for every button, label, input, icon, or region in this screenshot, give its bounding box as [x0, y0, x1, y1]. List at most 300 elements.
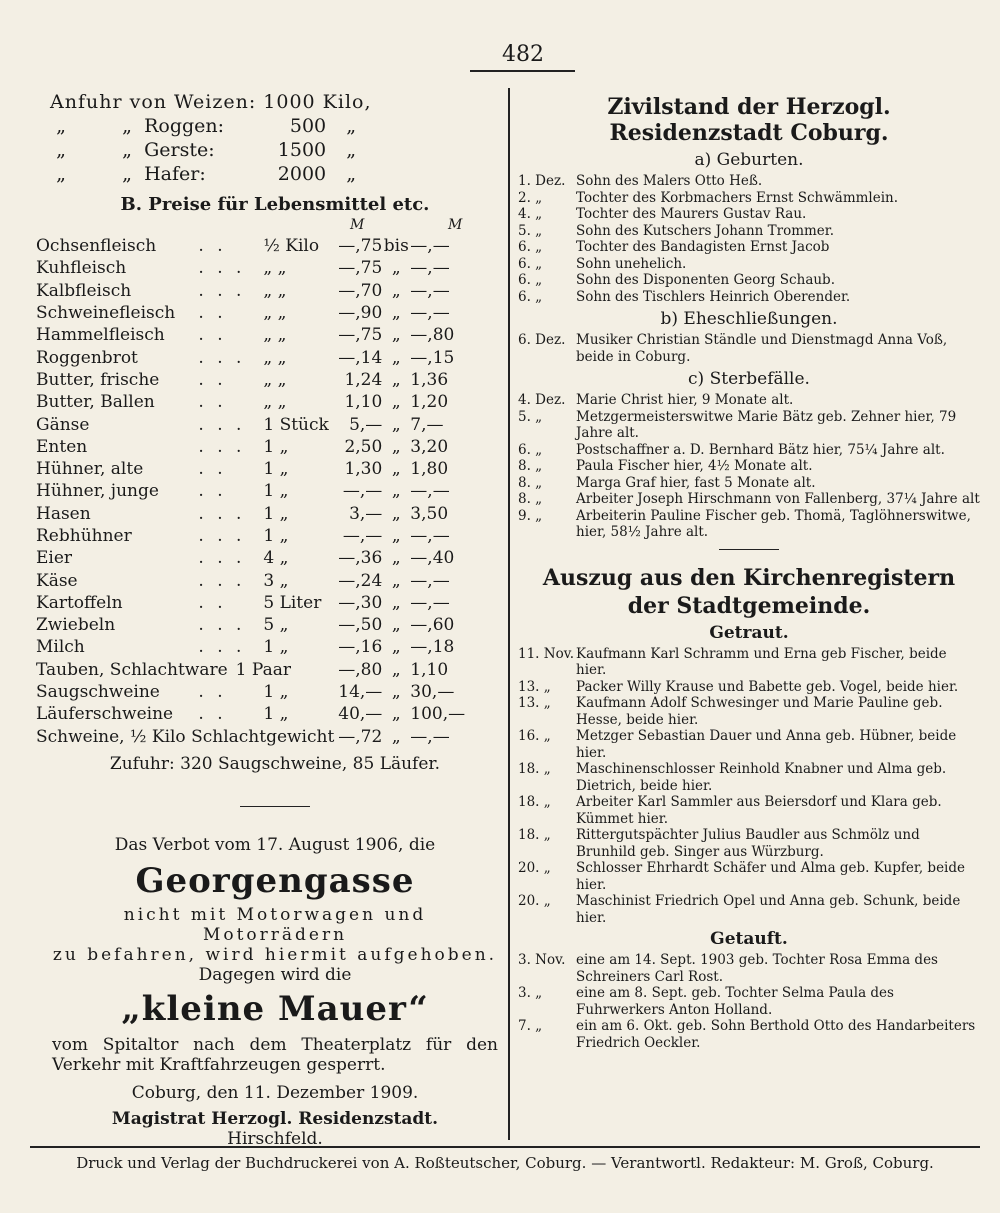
price-to: 1,10 [410, 659, 449, 680]
livestock-supply: Zufuhr: 320 Saugschweine, 85 Läufer. [109, 753, 441, 774]
register-entry [518, 860, 980, 893]
price-dots: . . [198, 704, 227, 725]
currency-mark: M [448, 217, 463, 233]
register-entry [518, 392, 980, 409]
ditto-mark: „ [56, 139, 66, 161]
price-dots: . . [198, 592, 227, 613]
entry-text: Metzgermeisterswitwe Marie Bätz geb. Zehner hier, 79 Jahre alt. [576, 408, 957, 441]
price-to: 100,— [410, 704, 466, 725]
entry-date: 6. „ [518, 288, 543, 305]
entry-date: 4. Dez. [518, 392, 566, 408]
price-row [36, 257, 470, 279]
price-name: Zwiebeln [36, 615, 116, 636]
supply-amount: 500 [289, 115, 327, 137]
notice-signatory: Hirschfeld. [227, 1128, 323, 1149]
entry-date: 8. „ [518, 491, 543, 507]
price-dots: . . . [198, 280, 246, 301]
entry-date: 8. „ [518, 458, 543, 474]
price-row [36, 726, 470, 748]
price-bis: „ [391, 503, 401, 524]
price-to: —,60 [410, 615, 455, 636]
price-from: 40,— [338, 704, 383, 725]
price-row [36, 235, 470, 257]
entry-text: Packer Willy Krause und Babette geb. Vogel, beide hier. [576, 678, 959, 695]
price-to: 1,20 [410, 392, 449, 413]
entry-date: 3. Nov. [518, 952, 566, 968]
civil-register-title: Zivilstand der Herzogl. Residenzstadt Coburg. [607, 94, 891, 146]
price-from: 14,— [338, 682, 383, 703]
register-entry [518, 646, 980, 679]
price-qty: 1 „ [263, 459, 289, 480]
price-row [36, 525, 470, 547]
entry-date: 6. „ [518, 272, 543, 288]
entry-date: 1. Dez. [518, 173, 566, 189]
price-name: Gänse [36, 414, 90, 435]
supply-label: Hafer: [144, 163, 206, 185]
price-qty: 1 Paar [235, 659, 291, 680]
grain-supply [50, 90, 500, 186]
price-to: 7,— [410, 414, 444, 435]
price-from: 1,10 [344, 392, 383, 413]
price-name: Kalbfleisch [36, 280, 132, 301]
notice-street-name: Georgengasse [135, 860, 415, 901]
supply-label: Roggen: [144, 115, 225, 137]
price-row [36, 324, 470, 346]
births-heading: a) Geburten. [694, 150, 804, 170]
notice-line: Verkehr mit Kraftfahrzeugen gesperrt. [52, 1054, 386, 1075]
price-qty: „ „ [263, 392, 287, 413]
price-from: —,75 [338, 325, 383, 346]
price-dots: . . . [198, 615, 246, 636]
register-entry [518, 223, 980, 240]
price-dots: . . . [198, 503, 246, 524]
page-number: 482 [502, 42, 544, 67]
supply-line [50, 114, 500, 138]
entry-date: 20. „ [518, 860, 551, 876]
register-entry [518, 761, 980, 794]
price-from: —,14 [338, 347, 383, 368]
entry-text: Sohn des Disponenten Georg Schaub. [576, 272, 835, 288]
price-name: Butter, Ballen [36, 392, 155, 413]
baptized-list [518, 952, 980, 1051]
price-qty: „ „ [263, 325, 287, 346]
price-from: —,— [342, 481, 383, 502]
price-qty: ½ Kilo [263, 236, 320, 257]
notice-line: zu befahren, wird hiermit aufgehoben. [52, 944, 498, 965]
entry-date: 6. „ [518, 239, 543, 255]
price-row [36, 659, 470, 681]
price-to: —,— [410, 526, 450, 546]
price-name: Schweinefleisch [36, 303, 176, 324]
price-row [36, 681, 470, 703]
entry-text: Tochter des Bandagisten Ernst Jacob [576, 239, 830, 255]
price-bis: „ [391, 682, 401, 703]
price-from: 2,50 [344, 436, 383, 457]
register-entry [518, 206, 980, 223]
currency-header [50, 217, 500, 235]
price-dots: . . [198, 325, 227, 346]
entry-date: 4. „ [518, 206, 543, 222]
price-to: —,— [410, 303, 450, 324]
register-entry [518, 794, 980, 827]
section-separator [240, 806, 310, 807]
married-heading: Getraut. [709, 622, 789, 643]
price-name: Kartoffeln [36, 592, 123, 613]
price-to: 1,36 [410, 369, 449, 390]
price-from: —,90 [338, 303, 383, 324]
church-title-line: Auszug aus den Kirchenregistern [542, 564, 956, 591]
price-to: —,18 [410, 637, 455, 658]
price-to: 30,— [410, 682, 455, 703]
entry-text: Arbeiter Joseph Hirschmann von Fallenberg, 37¼ Jahre alt [576, 491, 980, 507]
ditto-mark: „ [346, 139, 357, 161]
price-qty: „ „ [263, 369, 287, 390]
price-row [36, 503, 470, 525]
price-qty: 3 „ [263, 570, 289, 591]
price-bis: „ [391, 258, 401, 279]
price-to: 1,80 [410, 459, 449, 480]
price-to: —,— [410, 570, 450, 591]
price-dots: . . [198, 682, 227, 703]
price-name: Rebhühner [36, 526, 132, 546]
register-entry [518, 1018, 980, 1051]
price-to: —,— [410, 236, 450, 257]
price-bis: „ [391, 481, 401, 502]
left-column [36, 90, 500, 1149]
price-name: Hühner, alte [36, 459, 144, 480]
entry-date: 11. Nov. [518, 645, 575, 662]
ditto-mark: „ [346, 163, 357, 185]
price-qty: 1 „ [263, 436, 289, 457]
price-qty: 1 „ [263, 526, 289, 546]
price-dots: . . . [198, 414, 246, 435]
supply-line [50, 90, 500, 114]
notice-signature: Magistrat Herzogl. Residenzstadt. [111, 1108, 439, 1129]
price-from: 1,24 [344, 369, 383, 390]
price-name [36, 659, 334, 681]
notice-street-name: „kleine Mauer“ [121, 988, 429, 1029]
price-bis: „ [391, 369, 401, 390]
price-bis: „ [391, 615, 401, 636]
register-entry [518, 332, 980, 365]
supply-amount: 2000 [277, 163, 327, 185]
price-name: Schweine, ½ Kilo Schlachtgewicht [36, 726, 335, 747]
entry-date: 6. „ [518, 255, 543, 272]
entry-text: Marga Graf hier, fast 5 Monate alt. [576, 474, 816, 491]
price-bis: „ [391, 392, 401, 413]
price-row [36, 614, 470, 636]
supply-amount: 1500 [277, 139, 327, 161]
price-bis: „ [391, 436, 401, 457]
price-row [36, 480, 470, 502]
entry-text: eine am 8. Sept. geb. Tochter Selma Paula des Fuhrwerkers Anton Holland. [576, 985, 894, 1018]
price-from: —,16 [338, 637, 383, 658]
price-qty: „ „ [263, 280, 287, 301]
price-from: —,75 [338, 258, 383, 279]
entry-date: 13. „ [518, 695, 551, 711]
entry-text: Marie Christ hier, 9 Monate alt. [576, 392, 794, 408]
price-bis: „ [391, 704, 401, 725]
price-row [36, 458, 470, 480]
price-from: —,— [342, 526, 383, 546]
price-name: Hammelfleisch [36, 325, 165, 346]
price-table [36, 235, 470, 748]
entry-text: Sohn des Tischlers Heinrich Oberender. [576, 288, 851, 305]
ditto-mark: „ [56, 115, 66, 137]
entry-date: 5. „ [518, 222, 543, 239]
column-divider [508, 88, 510, 1140]
entry-date: 8. „ [518, 474, 543, 491]
price-dots: . . [198, 481, 227, 502]
entry-date: 18. „ [518, 761, 551, 777]
price-qty: 5 „ [263, 615, 289, 636]
baptized-heading: Getauft. [710, 929, 788, 949]
price-from: —,72 [338, 726, 383, 747]
register-entry [518, 442, 980, 459]
price-bis: „ [391, 570, 401, 591]
supply-amount: 1000 Kilo, [263, 91, 372, 113]
price-from: —,75 [338, 236, 383, 257]
births-list [518, 173, 980, 305]
register-entry [518, 190, 980, 207]
entry-text: Tochter des Maurers Gustav Rau. [576, 206, 807, 222]
notice-date: Coburg, den 11. Dezember 1909. [131, 1082, 419, 1103]
page-number-rule [470, 70, 575, 72]
price-bis: „ [391, 592, 401, 613]
register-entry [518, 289, 980, 306]
price-dots: . . . [198, 548, 246, 569]
register-entry [518, 272, 980, 289]
price-qty: 4 „ [263, 548, 289, 569]
price-qty: 1 Stück [263, 414, 329, 435]
entry-date: 5. „ [518, 408, 543, 425]
entry-text: Kaufmann Adolf Schwesinger und Marie Pauline geb. Hesse, beide hier. [576, 695, 943, 728]
imprint-footer: Druck und Verlag der Buchdruckerei von A. Roßteutscher, Coburg. — Verantwortl. Redakteur: M. Groß, Coburg. [76, 1154, 934, 1172]
supply-line [50, 162, 500, 186]
register-entry [518, 491, 980, 508]
entry-text: Maschinenschlosser Reinhold Knabner und Alma geb. Dietrich, beide hier. [576, 761, 947, 794]
entry-date: 3. „ [518, 985, 543, 1001]
price-from: —,24 [338, 570, 383, 591]
entry-text: Sohn des Malers Otto Heß. [576, 173, 763, 189]
price-from: —,50 [338, 615, 383, 636]
price-from: 1,30 [344, 459, 383, 480]
price-row [36, 547, 470, 569]
ditto-mark: „ [56, 163, 66, 185]
price-dots: . . . [198, 436, 246, 457]
notice-line: vom Spitaltor nach dem Theaterplatz für den [52, 1034, 498, 1055]
price-name: Hasen [36, 503, 91, 524]
price-bis: „ [391, 659, 401, 680]
price-row [36, 369, 470, 391]
entry-text: Musiker Christian Ständle und Dienstmagd Anna Voß, beide in Coburg. [576, 332, 948, 365]
marriages-heading: b) Eheschließungen. [660, 309, 838, 329]
price-row [36, 413, 470, 435]
price-dots: . . [198, 392, 227, 413]
section-separator [719, 549, 779, 550]
price-qty: 5 Liter [263, 592, 322, 613]
price-to: —,— [410, 280, 450, 301]
entry-text: Arbeiter Karl Sammler aus Beiersdorf und Klara geb. Kümmet hier. [576, 794, 942, 827]
price-row [36, 703, 470, 725]
price-row [36, 636, 470, 658]
price-from: 3,— [349, 503, 383, 524]
price-to: —,— [410, 592, 450, 613]
register-entry [518, 827, 980, 860]
supply-line [50, 138, 500, 162]
price-name: Kuhfleisch [36, 258, 127, 279]
entry-date: 2. „ [518, 189, 543, 206]
deaths-heading: c) Sterbefälle. [688, 369, 810, 389]
church-register-title [518, 564, 980, 620]
entry-text: Tochter des Korbmachers Ernst Schwämmlein. [576, 189, 899, 206]
price-row [36, 592, 470, 614]
price-name: Saugschweine [36, 682, 160, 703]
price-to: 3,50 [410, 503, 449, 524]
deaths-list [518, 392, 980, 541]
price-row [36, 391, 470, 413]
register-entry [518, 173, 980, 190]
price-dots: . . . [198, 570, 246, 591]
price-dots: . . [198, 459, 227, 480]
price-name: Hühner, junge [36, 481, 159, 502]
supply-label: Gerste: [144, 139, 215, 161]
price-row [36, 569, 470, 591]
price-dots: . . [198, 369, 227, 390]
price-name: Roggenbrot [36, 347, 138, 368]
price-name: Enten [36, 436, 88, 457]
register-entry [518, 239, 980, 256]
marriages-list [518, 332, 980, 365]
register-entry [518, 256, 980, 273]
price-name: Butter, frische [36, 369, 160, 390]
register-entry [518, 893, 980, 926]
traffic-notice [50, 835, 500, 1149]
price-to: —,— [410, 726, 450, 747]
ditto-mark: „ [346, 115, 357, 137]
register-entry [518, 728, 980, 761]
entry-date: 20. „ [518, 893, 551, 909]
register-entry [518, 475, 980, 492]
entry-date: 18. „ [518, 827, 551, 843]
price-row [36, 346, 470, 368]
price-bis: „ [391, 526, 401, 546]
price-dots: . . . [198, 526, 246, 546]
price-bis: „ [391, 414, 401, 435]
price-name: Milch [36, 637, 85, 658]
church-title-line: der Stadtgemeinde. [627, 592, 871, 619]
entry-text: Kaufmann Karl Schramm und Erna geb Fischer, beide hier. [576, 645, 947, 678]
price-name: Eier [36, 548, 73, 569]
entry-text: Paula Fischer hier, 4½ Monate alt. [576, 458, 813, 474]
entry-date: 9. „ [518, 507, 543, 524]
price-bis: „ [391, 303, 401, 324]
price-dots: . . [198, 303, 227, 324]
entry-date: 18. „ [518, 794, 551, 810]
notice-line: Dagegen wird die [198, 964, 352, 985]
ditto-mark: „ [122, 139, 132, 161]
price-from: —,30 [338, 592, 383, 613]
entry-text: Arbeiterin Pauline Fischer geb. Thomä, Taglöhnerswitwe, hier, 58½ Jahre alt. [576, 507, 971, 540]
price-to: —,80 [410, 325, 455, 346]
price-qty: 1 „ [263, 704, 289, 725]
register-entry [518, 508, 980, 541]
register-entry [518, 679, 980, 696]
entry-date: 6. „ [518, 441, 543, 458]
prices-heading: B. Preise für Lebensmittel etc. [120, 194, 430, 215]
price-bis: „ [391, 325, 401, 346]
price-bis: „ [391, 347, 401, 368]
right-column [518, 90, 980, 1051]
price-name [36, 726, 334, 748]
entry-date: 16. „ [518, 728, 551, 744]
price-from: —,36 [338, 548, 383, 569]
price-row [36, 280, 470, 302]
register-entry [518, 985, 980, 1018]
price-bis: „ [391, 280, 401, 301]
price-qty: „ „ [263, 347, 287, 368]
entry-text: Postschaffner a. D. Bernhard Bätz hier, 75¼ Jahre alt. [576, 441, 945, 458]
price-bis: „ [391, 726, 401, 747]
entry-text: eine am 14. Sept. 1903 geb. Tochter Rosa Emma des Schreiners Carl Rost. [576, 952, 938, 985]
price-bis: „ [391, 548, 401, 569]
price-bis: „ [391, 637, 401, 658]
register-entry [518, 952, 980, 985]
price-qty: 1 „ [263, 637, 289, 658]
entry-text: Sohn unehelich. [576, 255, 687, 272]
currency-mark: M [350, 217, 365, 233]
price-to: —,— [410, 258, 450, 279]
register-entry [518, 458, 980, 475]
price-dots: . . [198, 236, 227, 257]
entry-date: 13. „ [518, 678, 551, 695]
price-from: —,70 [338, 280, 383, 301]
notice-line: nicht mit Motorwagen und Motorrädern [123, 904, 427, 945]
entry-text: Maschinist Friedrich Opel und Anna geb. Schunk, beide hier. [576, 893, 961, 926]
price-name: Käse [36, 570, 78, 591]
entry-text: Metzger Sebastian Dauer und Anna geb. Hübner, beide hier. [576, 728, 957, 761]
price-name: Ochsenfleisch [36, 236, 157, 257]
price-qty: 1 „ [263, 481, 289, 502]
register-entry [518, 409, 980, 442]
entry-text: ein am 6. Okt. geb. Sohn Berthold Otto des Handarbeiters Friedrich Oeckler. [576, 1018, 976, 1051]
price-qty: „ „ [263, 303, 287, 324]
entry-date: 6. Dez. [518, 332, 566, 348]
entry-date: 7. „ [518, 1018, 543, 1034]
entry-text: Schlosser Ehrhardt Schäfer und Alma geb. Kupfer, beide hier. [576, 860, 966, 893]
price-bis: bis [383, 236, 409, 257]
price-dots: . . . [198, 637, 246, 658]
footer-rule [30, 1146, 980, 1148]
ditto-mark: „ [122, 163, 132, 185]
price-to: —,— [410, 481, 450, 502]
price-to: 3,20 [410, 436, 449, 457]
register-entry [518, 695, 980, 728]
price-row [36, 436, 470, 458]
price-to: —,15 [410, 347, 455, 368]
supply-label: Anfuhr von Weizen: [50, 91, 257, 113]
notice-line: Das Verbot vom 17. August 1906, die [114, 834, 436, 855]
price-name: Tauben, Schlachtware [36, 659, 228, 680]
entry-text: Sohn des Kutschers Johann Trommer. [576, 222, 835, 239]
entry-text: Rittergutspächter Julius Baudler aus Schmölz und Brunhild geb. Singer aus Würzburg. [576, 827, 920, 860]
price-from: —,80 [338, 659, 383, 680]
price-dots: . . . [198, 347, 246, 368]
price-qty: 1 „ [263, 503, 289, 524]
ditto-mark: „ [122, 115, 132, 137]
price-qty: „ „ [263, 258, 287, 279]
price-dots: . . . [198, 258, 246, 279]
